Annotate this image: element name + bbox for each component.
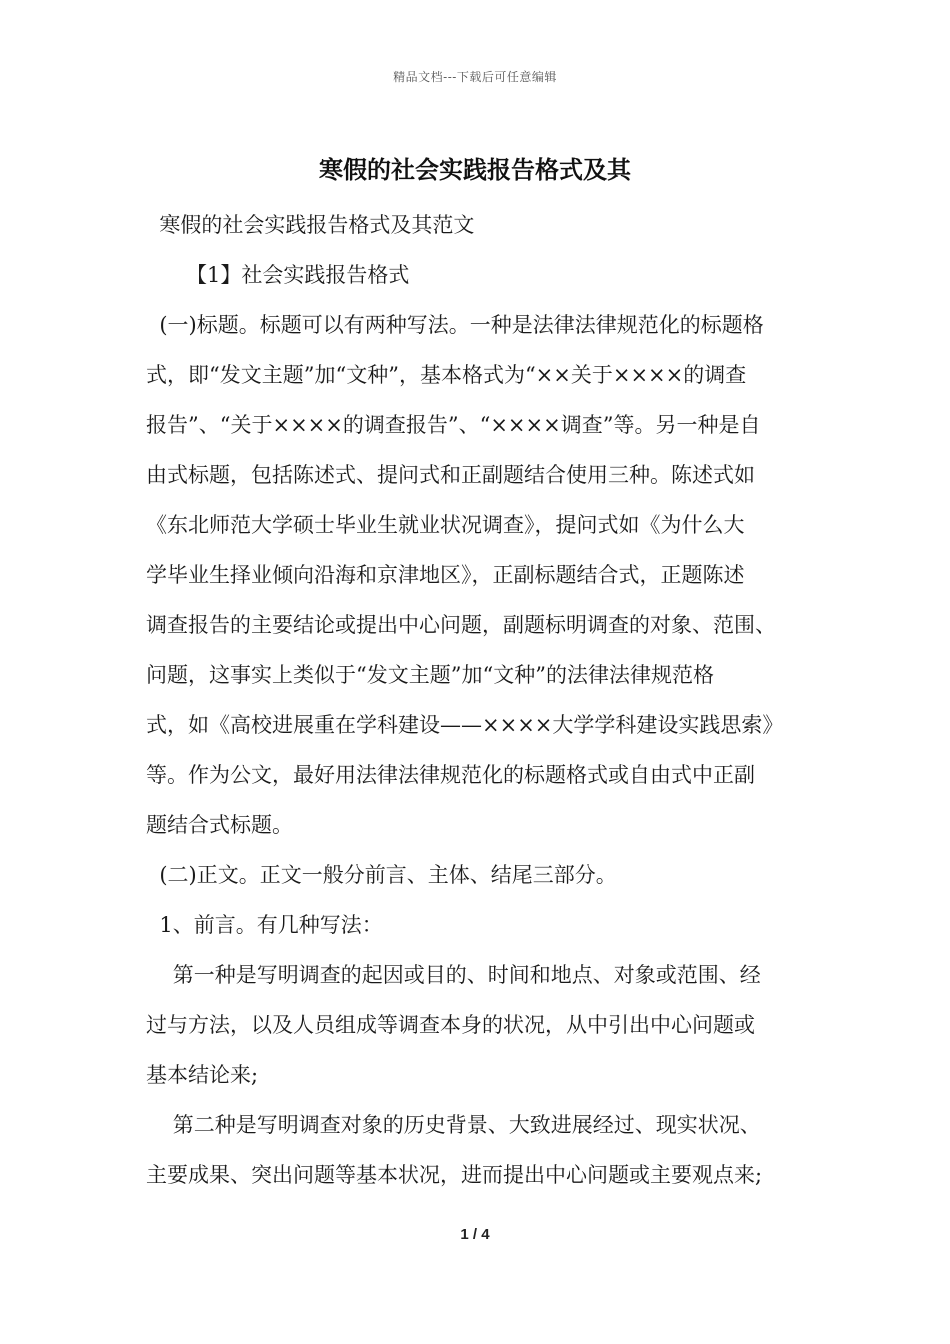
body-line: 【1】社会实践报告格式 [146,263,410,287]
document-title: 寒假的社会实践报告格式及其 [319,155,631,184]
body-line: 调查报告的主要结论或提出中心问题，副题标明调查的对象、范围、 [146,613,776,637]
body-line: 1、前言。有几种写法： [146,913,383,937]
body-line: 过与方法，以及人员组成等调查本身的状况，从中引出中心问题或 [146,1013,755,1037]
page-number: 1 / 4 [460,1226,490,1243]
body-line: (二)正文。正文一般分前言、主体、结尾三部分。 [146,863,617,887]
body-line: 问题，这事实上类似于“发文主题”加“文种”的法律法律规范格 [146,663,714,687]
body-line: 第二种是写明调查对象的历史背景、大致进展经过、现实状况、 [146,1113,761,1137]
body-line: 第一种是写明调查的起因或目的、时间和地点、对象或范围、经 [146,963,761,987]
body-line: 学毕业生择业倾向沿海和京津地区》，正副标题结合式，正题陈述 [146,563,745,587]
body-line: 等。作为公文，最好用法律法律规范化的标题格式或自由式中正副 [146,763,755,787]
body-line: 寒假的社会实践报告格式及其范文 [146,213,475,237]
body-line: (一)标题。标题可以有两种写法。一种是法律法律规范化的标题格 [146,313,764,337]
page-header: 精品文档---下载后可任意编辑 [393,70,557,84]
body-line: 式，即“发文主题”加“文种”，基本格式为“××关于××××的调查 [146,363,747,387]
body-line: 式，如《高校进展重在学科建设——××××大学学科建设实践思索》 [146,713,784,737]
document-body [146,200,826,1200]
body-line: 主要成果、突出问题等基本状况，进而提出中心问题或主要观点来; [146,1163,763,1187]
body-line: 题结合式标题。 [146,813,293,837]
body-line: 报告”、“关于××××的调查报告”、“××××调查”等。另一种是自 [146,413,761,437]
body-line: 《东北师范大学硕士毕业生就业状况调查》，提问式如《为什么大 [146,513,745,537]
body-line: 由式标题，包括陈述式、提问式和正副题结合使用三种。陈述式如 [146,463,755,487]
body-line: 基本结论来; [146,1063,259,1087]
